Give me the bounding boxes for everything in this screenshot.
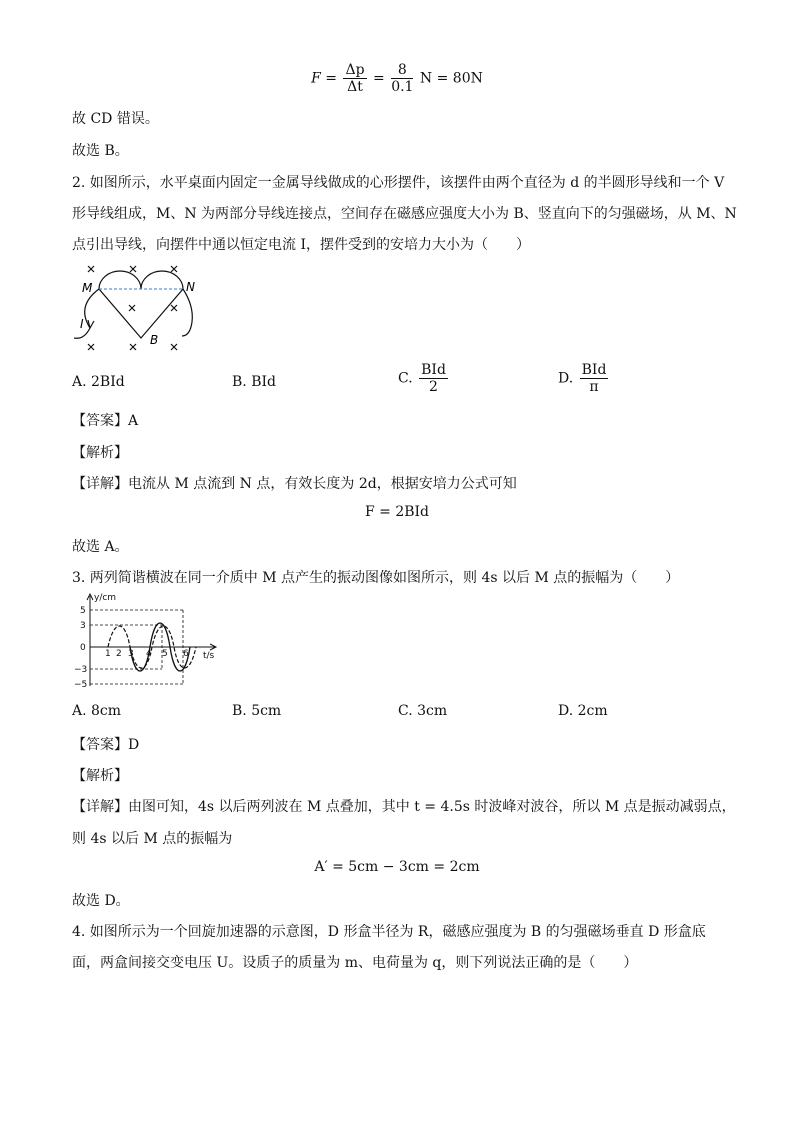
fraction-denominator: Δt xyxy=(347,79,363,95)
y-tick-0: 0 xyxy=(80,643,86,653)
y-tick-neg5: −5 xyxy=(74,680,88,690)
q2-option-b: B. BId xyxy=(232,374,276,390)
q3-analysis-heading: 【解析】 xyxy=(72,768,128,784)
y-tick-neg3: −3 xyxy=(74,665,88,675)
q2-option-d xyxy=(558,362,610,395)
fraction-denominator: 0.1 xyxy=(391,79,414,95)
heart-wire xyxy=(99,271,183,338)
q1-answer-line: 故选 B。 xyxy=(72,143,129,159)
fraction-8-over-0.1 xyxy=(391,62,413,95)
label-i: I xyxy=(80,317,84,331)
q2-option-a: A. 2BId xyxy=(72,374,125,390)
q2-conclusion: 故选 A。 xyxy=(72,539,129,555)
q2-option-c xyxy=(398,362,450,395)
q3-conclusion: 故选 D。 xyxy=(72,893,130,909)
q1-conclusion-line: 故 CD 错误。 xyxy=(72,111,159,127)
fraction-numerator: 8 xyxy=(391,62,413,79)
vibration-graph xyxy=(70,590,220,690)
q2-detail: 【详解】电流从 M 点流到 N 点，有效长度为 2d，根据安培力公式可知 xyxy=(72,476,517,492)
q2-stem-line-1: 2. 如图所示，水平桌面内固定一金属导线做成的心形摆件，该摆件由两个直径为 d 的半圆形导线和一个 V xyxy=(72,175,725,191)
fraction-dp-dt xyxy=(343,62,366,95)
q1-formula: F = $\frac{\Delta p}{\Delta t}$ = $\frac{8}{0.1}$ N = 80N xyxy=(311,62,483,95)
q4-stem-line-2: 面，两盒间接交变电压 U。设质子的质量为 m、电荷量为 q，则下列说法正确的是（ ） xyxy=(72,955,638,971)
formula-lhs: F xyxy=(311,70,321,87)
q2-stem-line-2: 形导线组成，M、N 为两部分导线连接点，空间存在磁感应强度大小为 B、竖直向下的匀强磁场，从 M、N xyxy=(72,206,737,222)
heart-wire-figure xyxy=(70,262,210,358)
q3-option-d: D. 2cm xyxy=(558,703,608,719)
field-cross-marks xyxy=(88,266,177,350)
q2-analysis-heading: 【解析】 xyxy=(72,445,128,461)
fraction-numerator: BId xyxy=(421,362,446,378)
formula-rhs: N = 80N xyxy=(419,70,483,87)
y-tick-5: 5 xyxy=(80,606,86,616)
x-tick-6: 6 xyxy=(183,649,189,659)
x-tick-2: 2 xyxy=(116,649,122,659)
q2-stem-line-3: 点引出导线，向摆件中通以恒定电流 I，摆件受到的安培力大小为（ ） xyxy=(72,237,530,253)
label-n: N xyxy=(186,280,195,294)
q3-stem: 3. 两列简谐横波在同一介质中 M 点产生的振动图像如图所示，则 4s 以后 M 点的振幅为（ ） xyxy=(72,570,680,586)
q2-formula: F = 2BId xyxy=(364,504,430,520)
y-tick-3: 3 xyxy=(80,621,86,631)
q3-formula: A′ = 5cm − 3cm = 2cm xyxy=(314,859,480,875)
x-tick-4: 4 xyxy=(146,649,152,659)
label-m: M xyxy=(82,281,93,295)
option-d-prefix: D. xyxy=(558,370,574,387)
x-tick-3: 3 xyxy=(128,649,134,659)
option-c-prefix: C. xyxy=(398,370,413,387)
fraction-numerator: Δp xyxy=(345,62,365,78)
q3-option-a: A. 8cm xyxy=(72,703,122,719)
label-b: B xyxy=(150,333,159,347)
q3-option-c: C. 3cm xyxy=(398,703,448,719)
q3-detail-line-1: 【详解】由图可知，4s 以后两列波在 M 点叠加，其中 t = 4.5s 时波峰对波谷，所以 M 点是振动减弱点， xyxy=(72,799,736,815)
x-unit-label: t/s xyxy=(203,651,215,661)
fraction-numerator: BId xyxy=(581,362,607,378)
q3-detail-line-2: 则 4s 以后 M 点的振幅为 xyxy=(72,831,233,847)
q4-stem-line-1: 4. 如图所示为一个回旋加速器的示意图，D 形盒半径为 R，磁感应强度为 B 的匀强磁场垂直 D 形盒底 xyxy=(72,924,706,940)
q3-answer: 【答案】D xyxy=(72,737,140,753)
x-tick-5: 5 xyxy=(162,649,168,659)
y-unit-label: y/cm xyxy=(94,593,117,603)
fraction-denominator: π xyxy=(589,379,599,395)
q2-answer: 【答案】A xyxy=(72,413,139,429)
q3-option-b: B. 5cm xyxy=(232,703,282,719)
fraction-denominator: 2 xyxy=(429,379,438,395)
x-tick-1: 1 xyxy=(105,649,111,659)
